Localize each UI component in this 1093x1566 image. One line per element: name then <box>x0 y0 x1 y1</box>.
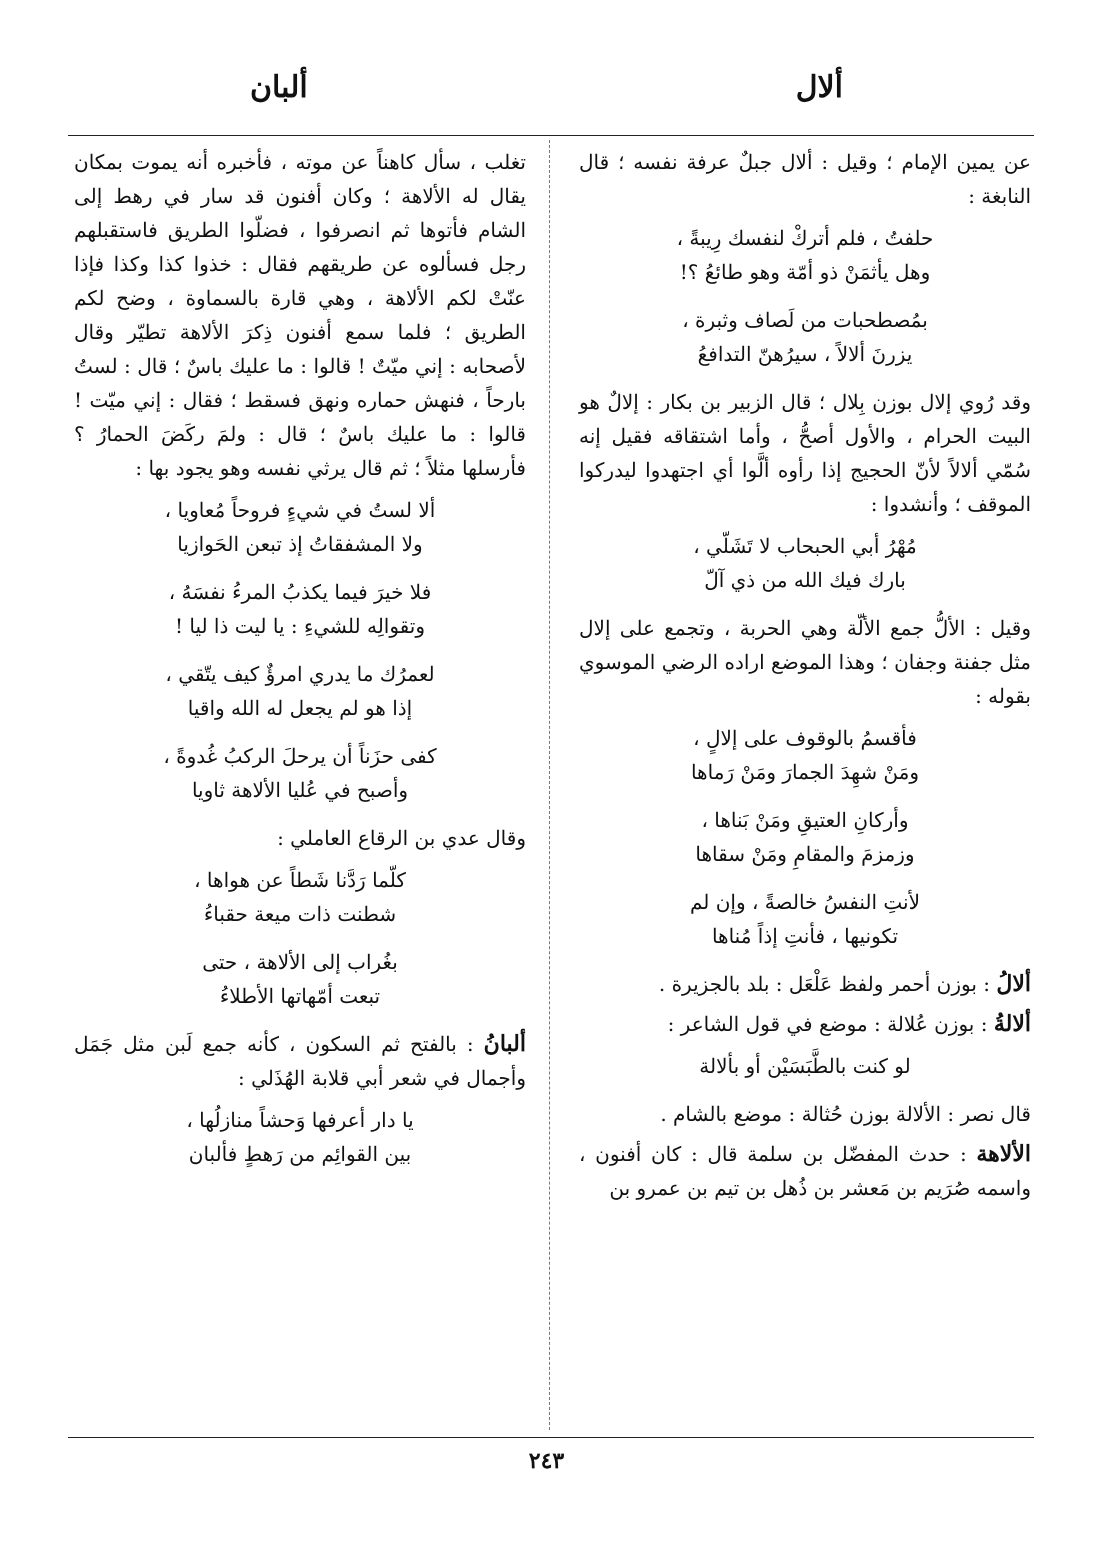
entry-alaha <box>579 1137 1031 1205</box>
running-head-left: ألبان <box>250 70 308 105</box>
verse-line: وتقوالِه للشيءِ : يا ليت ذا ليا ! <box>174 614 426 638</box>
entry-text: : بوزن عُلالة : موضع في قول الشاعر : <box>667 1012 988 1036</box>
verse-line: بمُصطحبات من لَصاف وثبرة ، <box>682 308 928 332</box>
verse-line: حلفتُ ، فلم أتركْ لنفسك رِيبةً ، <box>676 226 934 250</box>
verse-line: كفى حزَناً أن يرحلَ الركبُ غُدوةً ، <box>163 744 437 768</box>
verse-line: شطنت ذات ميعة حقباءُ <box>203 902 397 926</box>
verse <box>74 657 526 725</box>
left-column <box>74 145 526 1185</box>
verse <box>74 739 526 807</box>
verse-line: مُهْرُ أبي الحبحاب لا تَشَلّي ، <box>693 534 917 558</box>
paragraph: قال نصر : الألالة بوزن حُثالة : موضع بالشام . <box>660 1102 1031 1126</box>
entry-alban <box>74 1027 526 1095</box>
verse <box>74 945 526 1013</box>
verse-line: بارك فيك الله من ذي آلّ <box>704 568 906 592</box>
verse-line: لو كنت بالطَّبَسَيْن أو بألالة <box>699 1054 911 1078</box>
verse-line: كلّما رَدَّنا شَطاً عن هواها ، <box>194 868 406 892</box>
paragraph: عن يمين الإمام ؛ وقيل : ألال جبلٌ عرفة نفسه ؛ قال النابغة : <box>579 150 1031 208</box>
entry-headword: ألالُ <box>996 971 1031 997</box>
entry-headword: ألالةُ <box>993 1011 1031 1037</box>
entry-text: : بالفتح ثم السكون ، كأنه جمع لَبن مثل جَمَل وأجمال في شعر أبي قلابة الهُذَلي : <box>74 1032 526 1090</box>
paragraph: وقد رُوي إلال بوزن بِلال ؛ قال الزبير بن بكار : إلالٌ هو البيت الحرام ، والأول أصحُّ ، وأما اشتقاقه فقيل إنه سُمّي ألالاً لأنّ الحجيج إذا رأوه ألَّوا أي اجتهدوا ليدركوا الموقف ؛ وأنشدوا : <box>579 390 1031 516</box>
right-column <box>579 145 1031 1211</box>
verse <box>579 303 1031 371</box>
verse-line: إذا هو لم يجعل له الله واقيا <box>187 696 413 720</box>
verse-line: لعمرُك ما يدري امرؤٌ كيف يتّقي ، <box>165 662 435 686</box>
verse-line: لأنتِ النفسُ خالصةً ، وإن لم <box>689 890 921 914</box>
entry-alal <box>579 967 1031 1001</box>
entry-headword: ألبانُ <box>483 1031 526 1057</box>
page-number: ٢٤٣ <box>528 1448 565 1474</box>
verse-line: تكونيها ، فأنتِ إذاً مُناها <box>711 924 899 948</box>
verse <box>579 721 1031 789</box>
verse-line: فلا خيرَ فيما يكذبُ المرءُ نفسَهُ ، <box>168 580 432 604</box>
paragraph: تغلب ، سأل كاهناً عن موته ، فأخبره أنه يموت بمكان يقال له الألاهة ؛ وكان أفنون قد سار في رهط إلى الشام فأتوها ثم انصرفوا ، فضلّوا الطريق فاستقبلهم رجل فسألوه عن طريقهم فقال : خذوا كذا وكذا فإذا عنّتْ لكم الألاهة ، وهي قارة بالسماوة ، وضح لكم الطريق ؛ فلما سمع أفنون ذِكرَ الألاهة تطيّر وقال لأصحابه : إني ميّتٌ ! قالوا : ما عليك باسٌ ؛ قال : لستُ بارحاً ، فنهش حماره ونهق فسقط ؛ فقال : إني ميّت ! قالوا : ما عليك باسٌ ؛ قال : ولمَ ركَضَ الحمارُ ؟ فأرسلها مثلاً ؛ ثم قال يرثي نفسه وهو يجود بها : <box>74 150 527 480</box>
running-head-right: ألال <box>795 70 843 105</box>
verse-line: ومَنْ شهِدَ الجمارَ ومَنْ رَماها <box>690 760 920 784</box>
verse <box>579 1049 1031 1083</box>
entry-headword: الألاهة <box>976 1141 1031 1167</box>
verse <box>74 575 526 643</box>
verse-line: تبعت أمّهاتها الأطلاءُ <box>219 984 381 1008</box>
verse <box>579 885 1031 953</box>
paragraph: وقيل : الألُّ جمع الألّة وهي الحربة ، وتجمع على إلال مثل جفنة وجفان ؛ وهذا الموضع اراده الرضي الموسوي بقوله : <box>579 616 1031 708</box>
verse <box>74 1103 526 1171</box>
verse-line: يزرنَ ألالاً ، سيرُهنّ التدافعُ <box>697 342 913 366</box>
verse <box>579 803 1031 871</box>
entry-text: : بوزن أحمر ولفظ عَلْعَل : بلد بالجزيرة . <box>658 972 990 996</box>
column-divider <box>549 140 550 1430</box>
entry-text: : حدث المفضّل بن سلمة قال : كان أفنون ، واسمه صُرَيم بن مَعشر بن ذُهل بن تيم بن عمرو بن <box>579 1142 1031 1200</box>
verse-line: بين القوائِم من رَهطٍ فألبان <box>188 1142 412 1166</box>
verse-line: بغُراب إلى الألاهة ، حتى <box>202 950 398 974</box>
bottom-rule <box>68 1437 1034 1438</box>
verse-line: وهل يأثمَنْ ذو أمّة وهو طائعُ ؟! <box>679 260 931 284</box>
verse <box>579 221 1031 289</box>
paragraph: وقال عدي بن الرقاع العاملي : <box>277 826 526 850</box>
verse <box>579 529 1031 597</box>
verse-line: ولا المشفقاتُ إذ تبعن الحَوازيا <box>177 532 423 556</box>
verse-line: وأركانِ العتيقِ ومَنْ بَناها ، <box>701 808 909 832</box>
entry-alala <box>579 1007 1031 1041</box>
verse-line: فأقسمُ بالوقوف على إلالٍ ، <box>693 726 917 750</box>
verse <box>74 493 526 561</box>
verse <box>74 863 526 931</box>
verse-line: وزمزمَ والمقامِ ومَنْ سقاها <box>695 842 915 866</box>
verse-line: يا دار أعرفها وَحشاً منازلُها ، <box>186 1108 414 1132</box>
top-rule <box>68 135 1034 136</box>
verse-line: وأصبح في عُليا الألاهة ثاويا <box>191 778 409 802</box>
verse-line: ألا لستُ في شيءٍ فروحاً مُعاويا ، <box>164 498 436 522</box>
